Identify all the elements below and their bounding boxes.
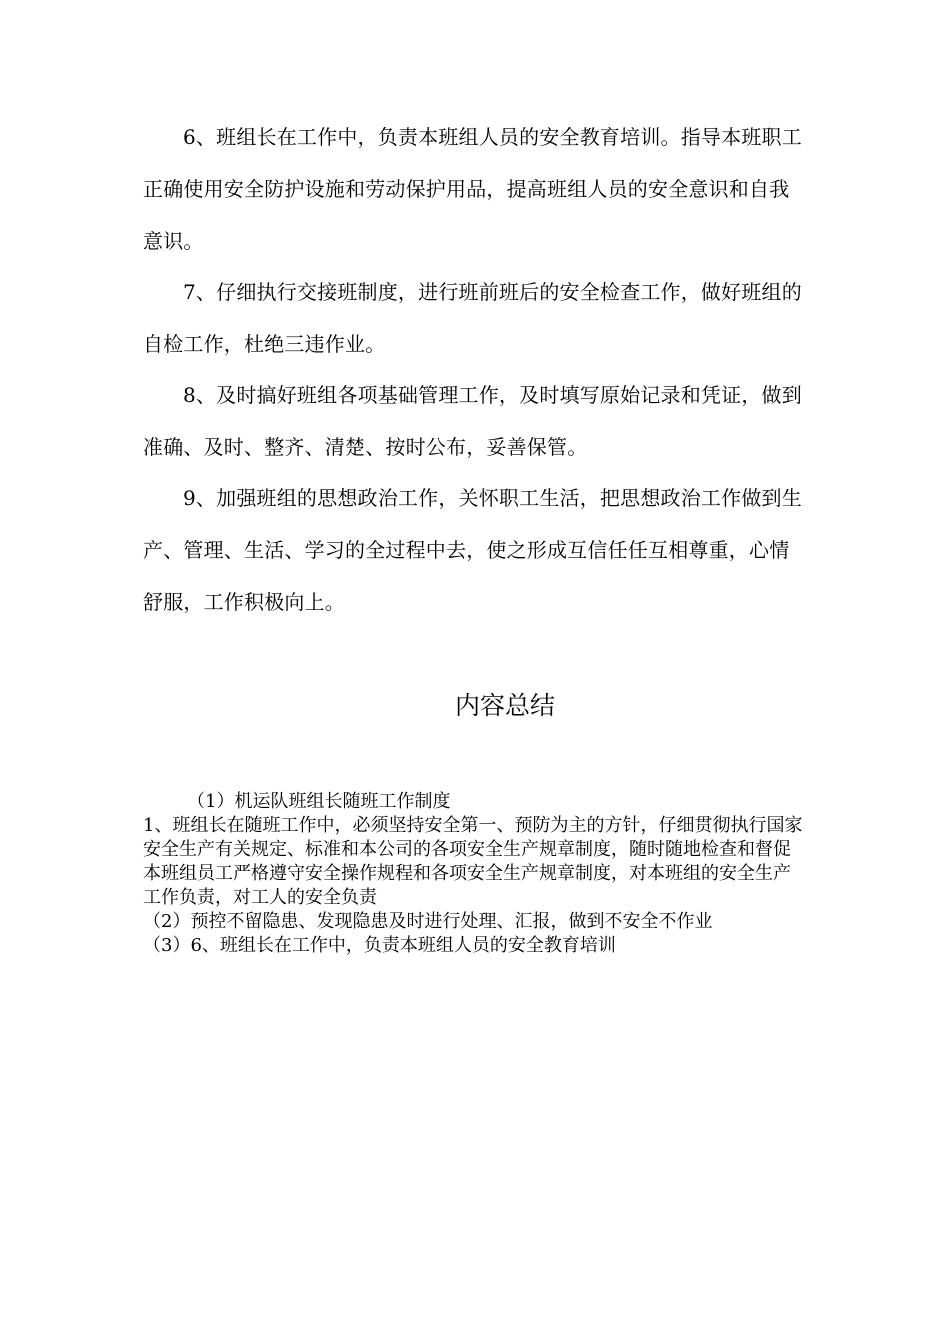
summary-title: 内容总结 (454, 691, 555, 720)
paragraph-9: 9、加强班组的思想政治工作，关怀职工生活，把思想政治工作做到生产、管理、生活、学习的全过程中去，使之形成互信任任互相尊重，心情舒服，工作积极向上。 (143, 486, 802, 614)
summary-heading: （1）机运队班组长随班工作制度 (187, 791, 451, 812)
paragraph-6: 6、班组长在工作中，负责本班组人员的安全教育培训。指导本班职工正确使用安全防护设施和劳动保护用品，提高班组人员的安全意识和自我意识。 (143, 125, 802, 253)
summary-item-3: （3）6、班组长在工作中，负责本班组人员的安全教育培训 (143, 935, 616, 956)
summary-item-1: 1、班组长在随班工作中，必须坚持安全第一、预防为主的方针，仔细贯彻执行国家安全生产有关规定、标准和本公司的各项安全生产规章制度，随时随地检查和督促本班组员工严格遵守安全操作规程和各项安全生产规章制度，对本班组的安全生产工作负责，对工人的安全负责 (143, 815, 803, 908)
paragraph-7: 7、仔细执行交接班制度，进行班前班后的安全检查工作，做好班组的自检工作，杜绝三违作业。 (143, 280, 802, 356)
summary-section (143, 790, 807, 958)
paragraph-8: 8、及时搞好班组各项基础管理工作，及时填写原始记录和凭证，做到准确、及时、整齐、清楚、按时公布，妥善保管。 (143, 383, 802, 459)
summary-item-2: （2）预控不留隐患、发现隐患及时进行处理、汇报，做到不安全不作业 (143, 911, 713, 932)
